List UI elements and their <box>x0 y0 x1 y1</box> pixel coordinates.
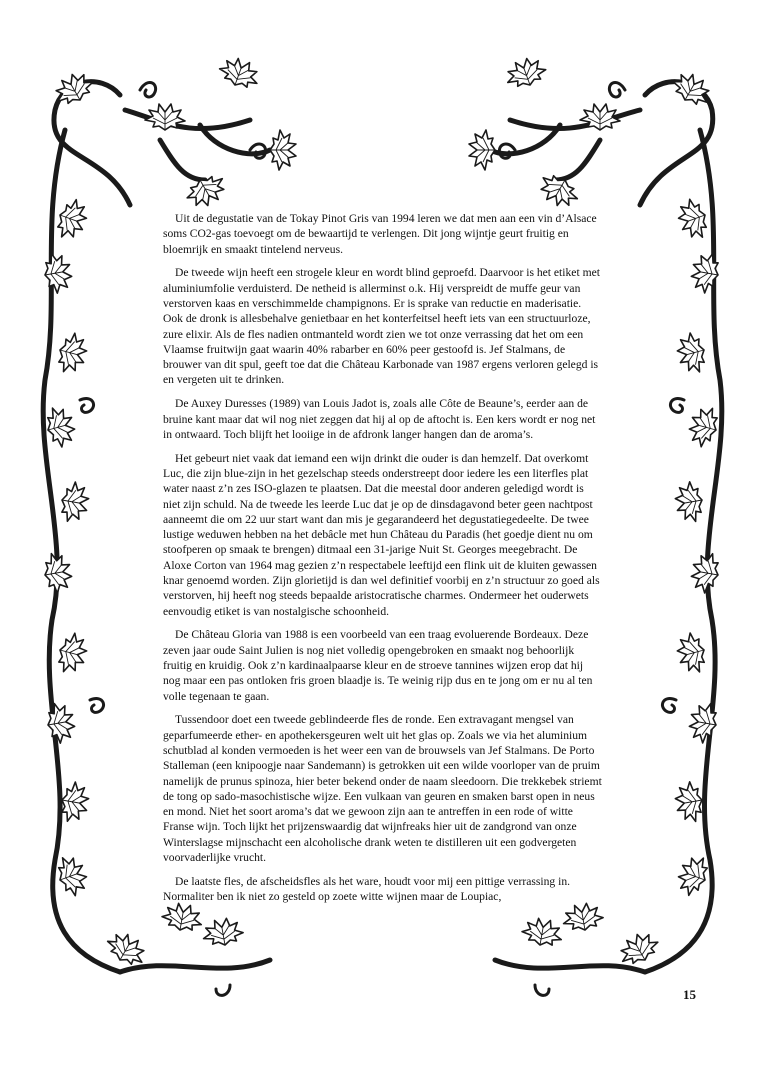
paragraph: Het gebeurt niet vaak dat iemand een wijn drinkt die ouder is dan hemzelf. Dat overkomt Luc, die zijn blue-zijn in het gezelschap steeds onderstreept door iedere les een literfles plat water naast z’n zes ISO-glazen te plaatsen. Dat die meestal door anderen geledigd wordt is niet zijn schuld. Na de tweede les leerde Luc dat je op de dinsdagavond beter geen nachtpost aanneemt die om 22 uur start want dan mis je gegarandeerd het degustatiegedeelte. De twee lustige weduwen hebben na het debâcle met hun Château du Paradis (het goedje dient nu om stoofperen op smaak te brengen) ditmaal een 31-jarige Nuit St. Georges meegebracht. De Aloxe Corton van 1964 mag gezien z’n respectabele leeftijd een flink uit de kluiten gewassen knar genoemd worden. Zijn glorietijd is dan wel definitief voorbij en z’n structuur zo goed als verstorven, hij heeft nog steeds bepaalde aristocratische charmes. Ondermeer het ouderwets eenvoudig etiket is van nostalgische schoonheid. <box>163 451 600 618</box>
paragraph: De Auxey Duresses (1989) van Louis Jadot is, zoals alle Côte de Beaune’s, eerder aan de bruine kant maar dat wil nog niet zeggen dat hij al op de aftocht is. Een kers wordt er nog net in ontwaard. Toch blijft het looiige in de afdronk langer hangen dan de aroma’s. <box>163 397 596 441</box>
paragraph: De Château Gloria van 1988 is een voorbeeld van een traag evoluerende Bordeaux. Deze zeven jaar oude Saint Julien is nog niet volledig opengebroken en smaakt nog behoorlijk fruitig en kruidig. Ook z’n kardinaalpaarse kleur en de stroeve tannines wijzen erop dat hij nog maar een pas ontloken fris groen blaadje is. Te weinig rijp dus en te jong om er nu al ten volle tegenaan te gaan. <box>163 628 593 703</box>
paragraph: Uit de degustatie van de Tokay Pinot Gris van 1994 leren we dat men aan een vin d’Alsace soms CO2-gas toevoegt om de bewaartijd te verlengen. Dit jong wijntje geurt fruitig en bloemrijk en smaakt tintelend nerveus. <box>163 212 597 256</box>
paragraph: De laatste fles, de afscheidsfles als het ware, houdt voor mij een pittige verrassing in. Normaliter ben ik niet zo gesteld op zoete witte wijnen maar de Loupiac, <box>163 874 571 904</box>
article-body <box>163 211 603 913</box>
page-number: 15 <box>683 987 696 1002</box>
paragraph: Tussendoor doet een tweede geblindeerde fles de ronde. Een extravagant mengsel van geparfumeerde ether- en apothekersgeuren welt uit het glas op. Zoals we via het aluminium schutblad al konden vermoeden is het weer een van de brouwsels van Jef Stalmans. De Porto Stalleman (een knipoogje naar Sandemann) is getrokken uit een wilde voorloper van de pruim namelijk de prunus spinoza, hier beter bekend onder de naam sleedoorn. Die trekkebek striemt de tong op sado-masochistische wijze. Een vulkaan van geuren en smaken barst open in neus en mond. Niet het soort aroma’s dat we gewoon zijn aan te antreffen in een rode of witte Franse wijn. Toch lijkt het prijzenswaardig dat wijnfreaks hier uit de zandgrond van onze Winterslagse mijnschacht een alcoholische drank weten te distilleren uit een godvergeten voorvaderlijke vrucht. <box>163 713 602 865</box>
paragraph: De tweede wijn heeft een strogele kleur en wordt blind geproefd. Daarvoor is het etiket met aluminiumfolie verduisterd. De netheid is allerminst o.k. Hij verspreidt de muffe geur van verstorven kaas en verschimmelde champignons. Er is sprake van reductie en maderisatie. Ook de dronk is allesbehalve genietbaar en het konterfeitsel heeft iets van een structuurloze, zure elixir. Als de fles nadien ontmanteld wordt zien we tot onze verrassing dat het om een Vlaamse fruitwijn gaat waarin 40% rabarber en 60% peer gestoofd is. Jef Stalmans, de brouwer van dit spul, geeft toe dat die Château Karbonade van 1987 ergens verloren gelegd is en vergeten uit te drinken. <box>163 266 600 387</box>
